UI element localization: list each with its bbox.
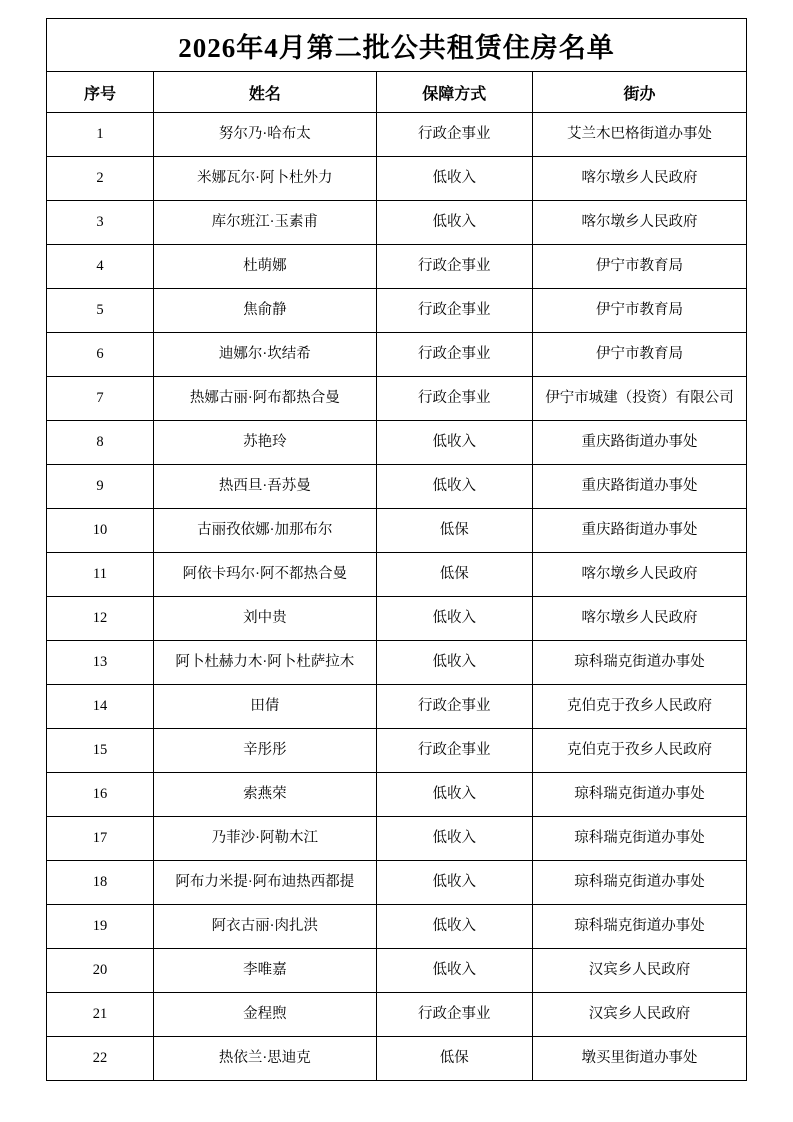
cell-index: 8 — [47, 421, 154, 465]
table-row — [47, 817, 747, 861]
cell-office: 琼科瑞克街道办事处 — [532, 861, 746, 905]
table-row — [47, 773, 747, 817]
housing-list-table — [46, 18, 747, 1081]
cell-type: 行政企事业 — [376, 245, 532, 289]
title-row — [47, 19, 747, 72]
cell-office: 墩买里街道办事处 — [532, 1037, 746, 1081]
column-header-name: 姓名 — [154, 72, 377, 113]
cell-index: 7 — [47, 377, 154, 421]
table-body — [47, 19, 747, 1081]
cell-name: 努尔乃·哈布太 — [154, 113, 377, 157]
cell-office: 克伯克于孜乡人民政府 — [532, 685, 746, 729]
cell-type: 低收入 — [376, 201, 532, 245]
header-row — [47, 72, 747, 113]
cell-index: 11 — [47, 553, 154, 597]
column-header-type: 保障方式 — [376, 72, 532, 113]
cell-office: 喀尔墩乡人民政府 — [532, 597, 746, 641]
cell-type: 低收入 — [376, 641, 532, 685]
cell-type: 行政企事业 — [376, 377, 532, 421]
document-title: 2026年4月第二批公共租赁住房名单 — [47, 19, 747, 72]
cell-name: 杜萌娜 — [154, 245, 377, 289]
cell-name: 热依兰·思迪克 — [154, 1037, 377, 1081]
cell-office: 琼科瑞克街道办事处 — [532, 905, 746, 949]
cell-index: 12 — [47, 597, 154, 641]
table-row — [47, 861, 747, 905]
table-row — [47, 685, 747, 729]
cell-office: 重庆路街道办事处 — [532, 465, 746, 509]
table-row — [47, 993, 747, 1037]
cell-type: 行政企事业 — [376, 993, 532, 1037]
cell-index: 18 — [47, 861, 154, 905]
table-row — [47, 421, 747, 465]
cell-name: 辛彤彤 — [154, 729, 377, 773]
cell-index: 13 — [47, 641, 154, 685]
cell-name: 金程煦 — [154, 993, 377, 1037]
cell-name: 李唯嘉 — [154, 949, 377, 993]
cell-type: 低收入 — [376, 905, 532, 949]
cell-index: 17 — [47, 817, 154, 861]
cell-office: 汉宾乡人民政府 — [532, 949, 746, 993]
table-row — [47, 949, 747, 993]
cell-name: 阿卜杜赫力木·阿卜杜萨拉木 — [154, 641, 377, 685]
cell-index: 6 — [47, 333, 154, 377]
cell-type: 行政企事业 — [376, 729, 532, 773]
cell-index: 2 — [47, 157, 154, 201]
cell-index: 10 — [47, 509, 154, 553]
table-row — [47, 245, 747, 289]
table-row — [47, 333, 747, 377]
column-header-office: 街办 — [532, 72, 746, 113]
cell-name: 阿衣古丽·肉扎洪 — [154, 905, 377, 949]
cell-type: 低收入 — [376, 861, 532, 905]
cell-name: 焦俞静 — [154, 289, 377, 333]
cell-office: 重庆路街道办事处 — [532, 421, 746, 465]
cell-type: 低收入 — [376, 597, 532, 641]
cell-index: 20 — [47, 949, 154, 993]
table-row — [47, 509, 747, 553]
cell-type: 低收入 — [376, 157, 532, 201]
cell-type: 行政企事业 — [376, 289, 532, 333]
table-row — [47, 729, 747, 773]
cell-index: 19 — [47, 905, 154, 949]
table-row — [47, 289, 747, 333]
cell-type: 低保 — [376, 1037, 532, 1081]
cell-index: 1 — [47, 113, 154, 157]
cell-type: 低收入 — [376, 949, 532, 993]
cell-office: 克伯克于孜乡人民政府 — [532, 729, 746, 773]
cell-office: 重庆路街道办事处 — [532, 509, 746, 553]
cell-type: 低收入 — [376, 817, 532, 861]
cell-office: 喀尔墩乡人民政府 — [532, 553, 746, 597]
cell-office: 琼科瑞克街道办事处 — [532, 773, 746, 817]
column-header-index: 序号 — [47, 72, 154, 113]
table-row — [47, 465, 747, 509]
cell-index: 15 — [47, 729, 154, 773]
cell-type: 低收入 — [376, 465, 532, 509]
cell-type: 行政企事业 — [376, 685, 532, 729]
cell-index: 9 — [47, 465, 154, 509]
table-row — [47, 113, 747, 157]
table-row — [47, 377, 747, 421]
cell-name: 田倩 — [154, 685, 377, 729]
cell-name: 刘中贵 — [154, 597, 377, 641]
cell-office: 琼科瑞克街道办事处 — [532, 817, 746, 861]
cell-type: 低保 — [376, 553, 532, 597]
cell-office: 伊宁市教育局 — [532, 245, 746, 289]
cell-name: 米娜瓦尔·阿卜杜外力 — [154, 157, 377, 201]
cell-type: 低收入 — [376, 773, 532, 817]
cell-name: 热娜古丽·阿布都热合曼 — [154, 377, 377, 421]
cell-index: 5 — [47, 289, 154, 333]
cell-name: 库尔班江·玉素甫 — [154, 201, 377, 245]
table-row — [47, 201, 747, 245]
cell-office: 喀尔墩乡人民政府 — [532, 157, 746, 201]
cell-office: 伊宁市城建（投资）有限公司 — [532, 377, 746, 421]
cell-office: 喀尔墩乡人民政府 — [532, 201, 746, 245]
table-row — [47, 905, 747, 949]
cell-type: 行政企事业 — [376, 333, 532, 377]
cell-name: 阿依卡玛尔·阿不都热合曼 — [154, 553, 377, 597]
table-row — [47, 553, 747, 597]
cell-office: 伊宁市教育局 — [532, 333, 746, 377]
cell-type: 低保 — [376, 509, 532, 553]
cell-name: 苏艳玲 — [154, 421, 377, 465]
cell-name: 乃菲沙·阿勒木江 — [154, 817, 377, 861]
table-row — [47, 1037, 747, 1081]
table-row — [47, 641, 747, 685]
cell-office: 伊宁市教育局 — [532, 289, 746, 333]
cell-index: 21 — [47, 993, 154, 1037]
cell-name: 古丽孜依娜·加那布尔 — [154, 509, 377, 553]
cell-name: 阿布力米提·阿布迪热西都提 — [154, 861, 377, 905]
cell-name: 迪娜尔·坎结希 — [154, 333, 377, 377]
cell-index: 4 — [47, 245, 154, 289]
cell-office: 汉宾乡人民政府 — [532, 993, 746, 1037]
table-row — [47, 157, 747, 201]
cell-index: 14 — [47, 685, 154, 729]
cell-office: 艾兰木巴格街道办事处 — [532, 113, 746, 157]
cell-name: 索燕荣 — [154, 773, 377, 817]
cell-type: 行政企事业 — [376, 113, 532, 157]
cell-index: 22 — [47, 1037, 154, 1081]
cell-index: 16 — [47, 773, 154, 817]
cell-index: 3 — [47, 201, 154, 245]
cell-type: 低收入 — [376, 421, 532, 465]
cell-office: 琼科瑞克街道办事处 — [532, 641, 746, 685]
cell-name: 热西旦·吾苏曼 — [154, 465, 377, 509]
table-row — [47, 597, 747, 641]
